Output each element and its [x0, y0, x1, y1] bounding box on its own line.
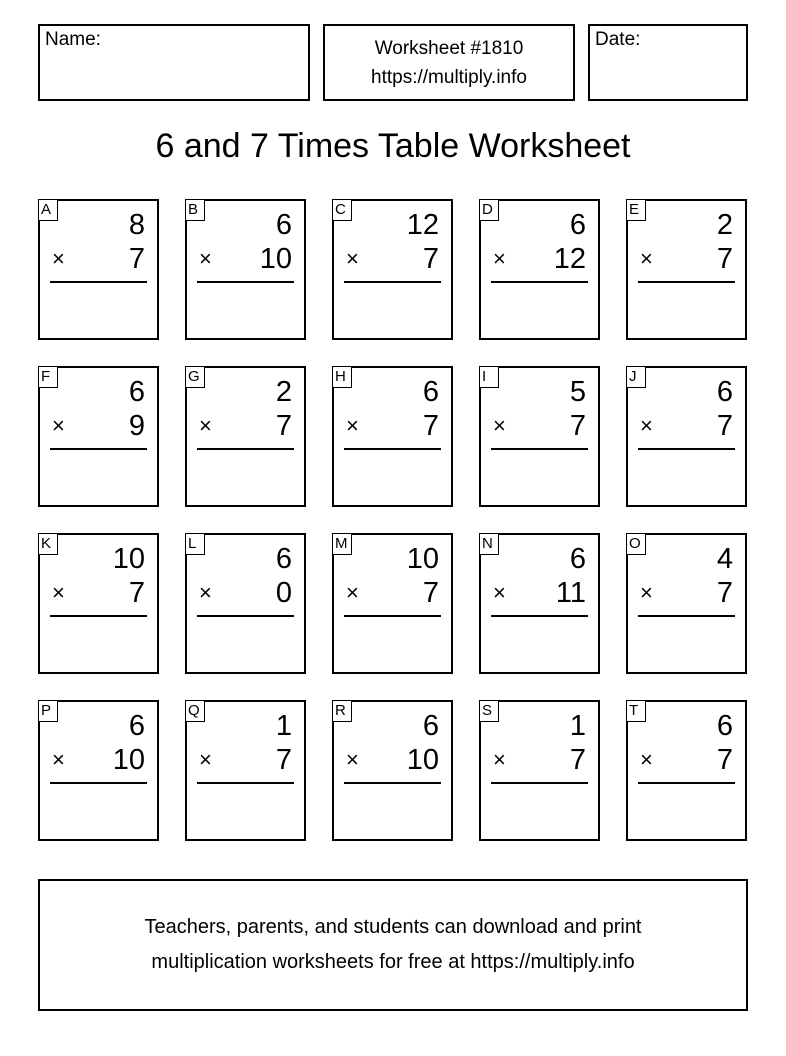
multiplier: 9 [128, 410, 145, 442]
multiplicand: 8 [128, 209, 145, 241]
multiplier: 7 [422, 410, 439, 442]
multiplicand: 6 [275, 543, 292, 575]
answer-line [638, 615, 735, 617]
problem-letter: T [626, 700, 646, 722]
answer-line [197, 615, 294, 617]
multiplicand: 1 [275, 710, 292, 742]
multiplicand: 6 [128, 376, 145, 408]
problem-box [332, 199, 453, 340]
multiply-sign: × [640, 747, 653, 772]
multiplicand: 10 [406, 543, 439, 575]
multiplicand: 6 [716, 710, 733, 742]
multiply-sign: × [199, 413, 212, 438]
multiplier: 7 [275, 744, 292, 776]
multiplicand: 5 [569, 376, 586, 408]
multiplier: 7 [569, 744, 586, 776]
problem-letter: C [332, 199, 352, 221]
answer-line [50, 281, 147, 283]
multiply-sign: × [52, 413, 65, 438]
problem-box [185, 366, 306, 507]
footer-line-1: Teachers, parents, and students can download and print [144, 916, 642, 938]
problem-letter: I [479, 366, 499, 388]
multiply-sign: × [493, 413, 506, 438]
multiplier: 7 [716, 577, 733, 609]
problem-box [38, 199, 159, 340]
multiplicand: 4 [716, 543, 733, 575]
problem-box [332, 700, 453, 841]
answer-line [50, 615, 147, 617]
problem-letter: O [626, 533, 646, 555]
problem-letter: P [38, 700, 58, 722]
problem-letter: Q [185, 700, 205, 722]
problem-letter: H [332, 366, 352, 388]
problem-letter: D [479, 199, 499, 221]
page-title: 6 and 7 Times Table Worksheet [155, 127, 631, 165]
problem-letter: B [185, 199, 205, 221]
multiply-sign: × [640, 413, 653, 438]
multiplier: 7 [275, 410, 292, 442]
multiplicand: 2 [716, 209, 733, 241]
answer-line [638, 281, 735, 283]
multiplicand: 6 [716, 376, 733, 408]
answer-line [344, 281, 441, 283]
problem-box [185, 533, 306, 674]
multiplier: 7 [422, 243, 439, 275]
multiplier: 7 [716, 410, 733, 442]
worksheet-url: https://multiply.info [371, 66, 527, 88]
multiplier: 10 [259, 243, 292, 275]
multiplicand: 6 [422, 710, 439, 742]
answer-line [491, 615, 588, 617]
problem-box [332, 366, 453, 507]
problem-box [185, 199, 306, 340]
date-field[interactable] [588, 24, 748, 101]
multiply-sign: × [199, 246, 212, 271]
multiplier: 7 [716, 243, 733, 275]
multiplicand: 1 [569, 710, 586, 742]
answer-line [344, 782, 441, 784]
answer-line [197, 448, 294, 450]
multiply-sign: × [199, 580, 212, 605]
problem-letter: M [332, 533, 352, 555]
multiply-sign: × [346, 246, 359, 271]
multiply-sign: × [52, 580, 65, 605]
problem-box [332, 533, 453, 674]
problem-letter: R [332, 700, 352, 722]
problem-letter: G [185, 366, 205, 388]
problem-letter: N [479, 533, 499, 555]
problem-box [38, 366, 159, 507]
problem-box [38, 700, 159, 841]
multiply-sign: × [640, 580, 653, 605]
answer-line [638, 782, 735, 784]
problem-letter: J [626, 366, 646, 388]
problem-letter: L [185, 533, 205, 555]
multiplier: 0 [275, 577, 292, 609]
problem-letter: F [38, 366, 58, 388]
multiplicand: 12 [406, 209, 439, 241]
answer-line [344, 615, 441, 617]
multiplier: 11 [555, 577, 586, 609]
worksheet-info-box [323, 24, 575, 101]
multiplicand: 2 [275, 376, 292, 408]
answer-line [197, 281, 294, 283]
problem-box [479, 199, 600, 340]
multiplier: 10 [112, 744, 145, 776]
multiplier: 10 [406, 744, 439, 776]
problem-letter: E [626, 199, 646, 221]
problem-box [479, 533, 600, 674]
footer-note [38, 879, 748, 1011]
problem-box [479, 366, 600, 507]
problem-box [185, 700, 306, 841]
multiplier: 7 [569, 410, 586, 442]
multiply-sign: × [52, 246, 65, 271]
answer-line [491, 281, 588, 283]
answer-line [491, 782, 588, 784]
multiply-sign: × [640, 246, 653, 271]
answer-line [491, 448, 588, 450]
multiplier: 7 [128, 243, 145, 275]
multiplicand: 6 [128, 710, 145, 742]
problem-box [38, 533, 159, 674]
multiply-sign: × [346, 413, 359, 438]
multiplier: 12 [553, 243, 586, 275]
answer-line [344, 448, 441, 450]
multiply-sign: × [346, 580, 359, 605]
multiplicand: 6 [275, 209, 292, 241]
multiply-sign: × [199, 747, 212, 772]
multiplier: 7 [422, 577, 439, 609]
problem-box [626, 533, 747, 674]
answer-line [197, 782, 294, 784]
multiplicand: 6 [569, 209, 586, 241]
problem-letter: S [479, 700, 499, 722]
problem-box [479, 700, 600, 841]
problem-box [626, 199, 747, 340]
multiply-sign: × [493, 580, 506, 605]
problem-letter: K [38, 533, 58, 555]
name-field[interactable] [38, 24, 310, 101]
multiply-sign: × [52, 747, 65, 772]
multiply-sign: × [493, 747, 506, 772]
multiplier: 7 [128, 577, 145, 609]
multiplicand: 6 [422, 376, 439, 408]
worksheet-number: Worksheet #1810 [374, 37, 524, 59]
answer-line [50, 448, 147, 450]
footer-line-2: multiplication worksheets for free at https://multiply.info [151, 951, 635, 973]
problem-letter: A [38, 199, 58, 221]
problem-box [626, 700, 747, 841]
multiply-sign: × [346, 747, 359, 772]
multiplicand: 10 [112, 543, 145, 575]
multiplicand: 6 [569, 543, 586, 575]
multiply-sign: × [493, 246, 506, 271]
name-label: Name: [45, 29, 101, 50]
answer-line [638, 448, 735, 450]
date-label: Date: [595, 29, 641, 50]
problem-box [626, 366, 747, 507]
answer-line [50, 782, 147, 784]
multiplier: 7 [716, 744, 733, 776]
